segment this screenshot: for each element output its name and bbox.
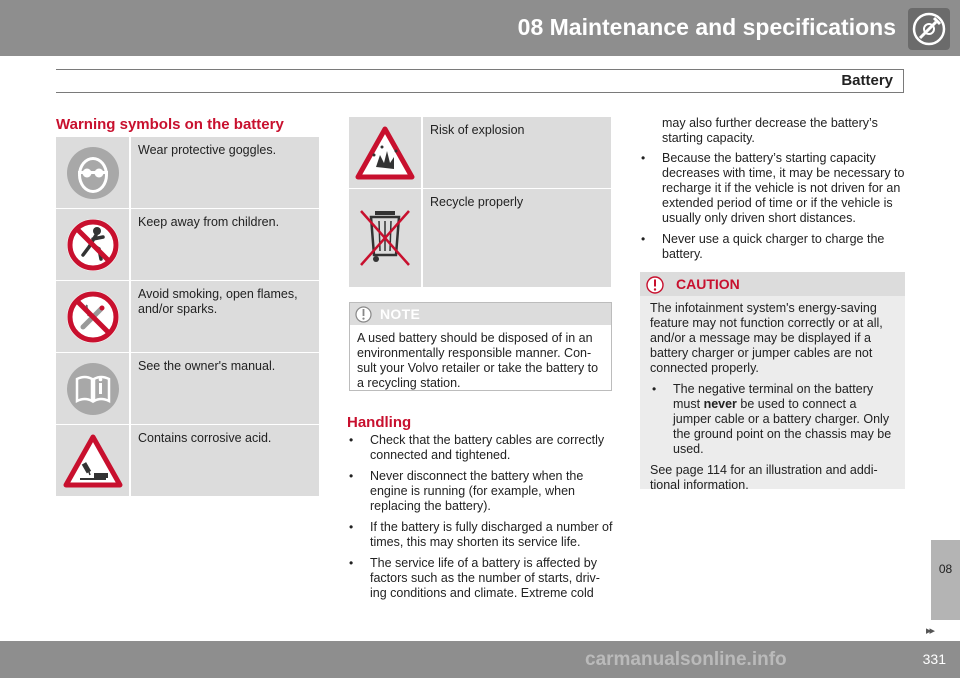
list-item: • Never disconnect the battery when the engine is running (for example, when replacing the battery).	[349, 469, 614, 514]
note-box	[349, 302, 612, 391]
section-header	[56, 69, 904, 93]
warning-icon	[646, 276, 664, 299]
note-label: NOTE	[380, 306, 421, 322]
warning-symbols-heading: Warning symbols on the battery	[56, 116, 284, 133]
handling-list	[349, 433, 614, 607]
section-title: Battery	[841, 72, 893, 89]
caution-bullet-start: The negative terminal on the battery must	[673, 382, 874, 411]
list-item: • Never use a quick charger to charge the battery.	[641, 232, 907, 262]
caution-footer: See page 114 for an illustration and addi-tional information.	[650, 463, 878, 492]
warning-symbols-table	[56, 136, 319, 496]
list-item: • The service life of a battery is affected by factors such as the number of starts, driv-ing conditions and climate. Extreme cold	[349, 556, 614, 601]
list-item	[650, 382, 895, 457]
chapter-side-tab	[931, 540, 960, 620]
symbol-row	[56, 280, 319, 352]
list-item: • Because the battery’s starting capacity decreases with time, it may be necessary to recharge it if the vehicle is not driven for an extended period of time or if the vehicle is usually only driven short distances.	[641, 151, 907, 226]
symbol-row	[56, 352, 319, 424]
symbol-text: Wear protective goggles.	[138, 143, 277, 157]
caution-bullet-emphasis: never	[703, 397, 737, 411]
side-tab-label: 08	[938, 562, 953, 576]
handling-heading: Handling	[347, 414, 412, 431]
chapter-header	[0, 0, 960, 56]
goggles-icon	[56, 137, 131, 208]
warning-symbols-table-continued	[349, 116, 611, 287]
note-text: A used battery should be disposed of in an environmentally responsible manner. Con-sult your Volvo retailer or take the battery to a recycling station.	[357, 331, 599, 390]
symbol-row	[56, 208, 319, 280]
watermark: carmanualsonline.info	[585, 649, 787, 670]
wrench-gear-icon	[908, 8, 950, 50]
chapter-title: 08 Maintenance and specifications	[517, 14, 896, 40]
list-item: • Check that the battery cables are correctly connected and tightened.	[349, 433, 614, 463]
manual-book-icon	[56, 353, 131, 424]
continued-text: may also further decrease the battery’s starting capacity.	[662, 116, 878, 145]
no-smoking-icon	[56, 281, 131, 352]
note-header	[350, 303, 611, 325]
symbol-text: Avoid smoking, open flames, and/or sparks.	[138, 287, 298, 316]
symbol-text: Risk of explosion	[430, 123, 525, 137]
caution-header	[640, 272, 905, 296]
caution-body	[640, 296, 905, 493]
caution-box	[640, 272, 905, 492]
symbol-row	[349, 116, 611, 188]
symbol-text: Recycle properly	[430, 195, 524, 209]
info-icon	[355, 306, 372, 328]
caution-intro: The infotainment system's energy-saving feature may not function correctly or at all, and/or a message may be displayed if a battery charger or jumper cables are not connected properly.	[650, 301, 883, 375]
page-footer	[0, 641, 960, 678]
page-number: 331	[922, 651, 946, 667]
symbol-text: Contains corrosive acid.	[138, 431, 272, 445]
caution-label: CAUTION	[676, 276, 740, 292]
symbol-row	[56, 424, 319, 496]
corrosive-acid-icon	[56, 425, 131, 496]
symbol-row	[349, 188, 611, 287]
list-item: • If the battery is fully discharged a number of times, this may shorten its service life.	[349, 520, 614, 550]
continue-arrows-icon: ▸▸	[926, 625, 934, 637]
recycle-bin-icon	[349, 189, 423, 287]
handling-list-continued	[641, 151, 907, 268]
explosion-icon	[349, 117, 423, 188]
symbol-text: Keep away from children.	[138, 215, 280, 229]
symbol-row	[56, 136, 319, 208]
caution-bullet-end: be used to connect a jumper cable or a battery charger. Only the ground point on the chassis may be used.	[673, 397, 892, 456]
symbol-text: See the owner's manual.	[138, 359, 276, 373]
caution-list	[650, 382, 895, 457]
keep-away-children-icon	[56, 209, 131, 280]
